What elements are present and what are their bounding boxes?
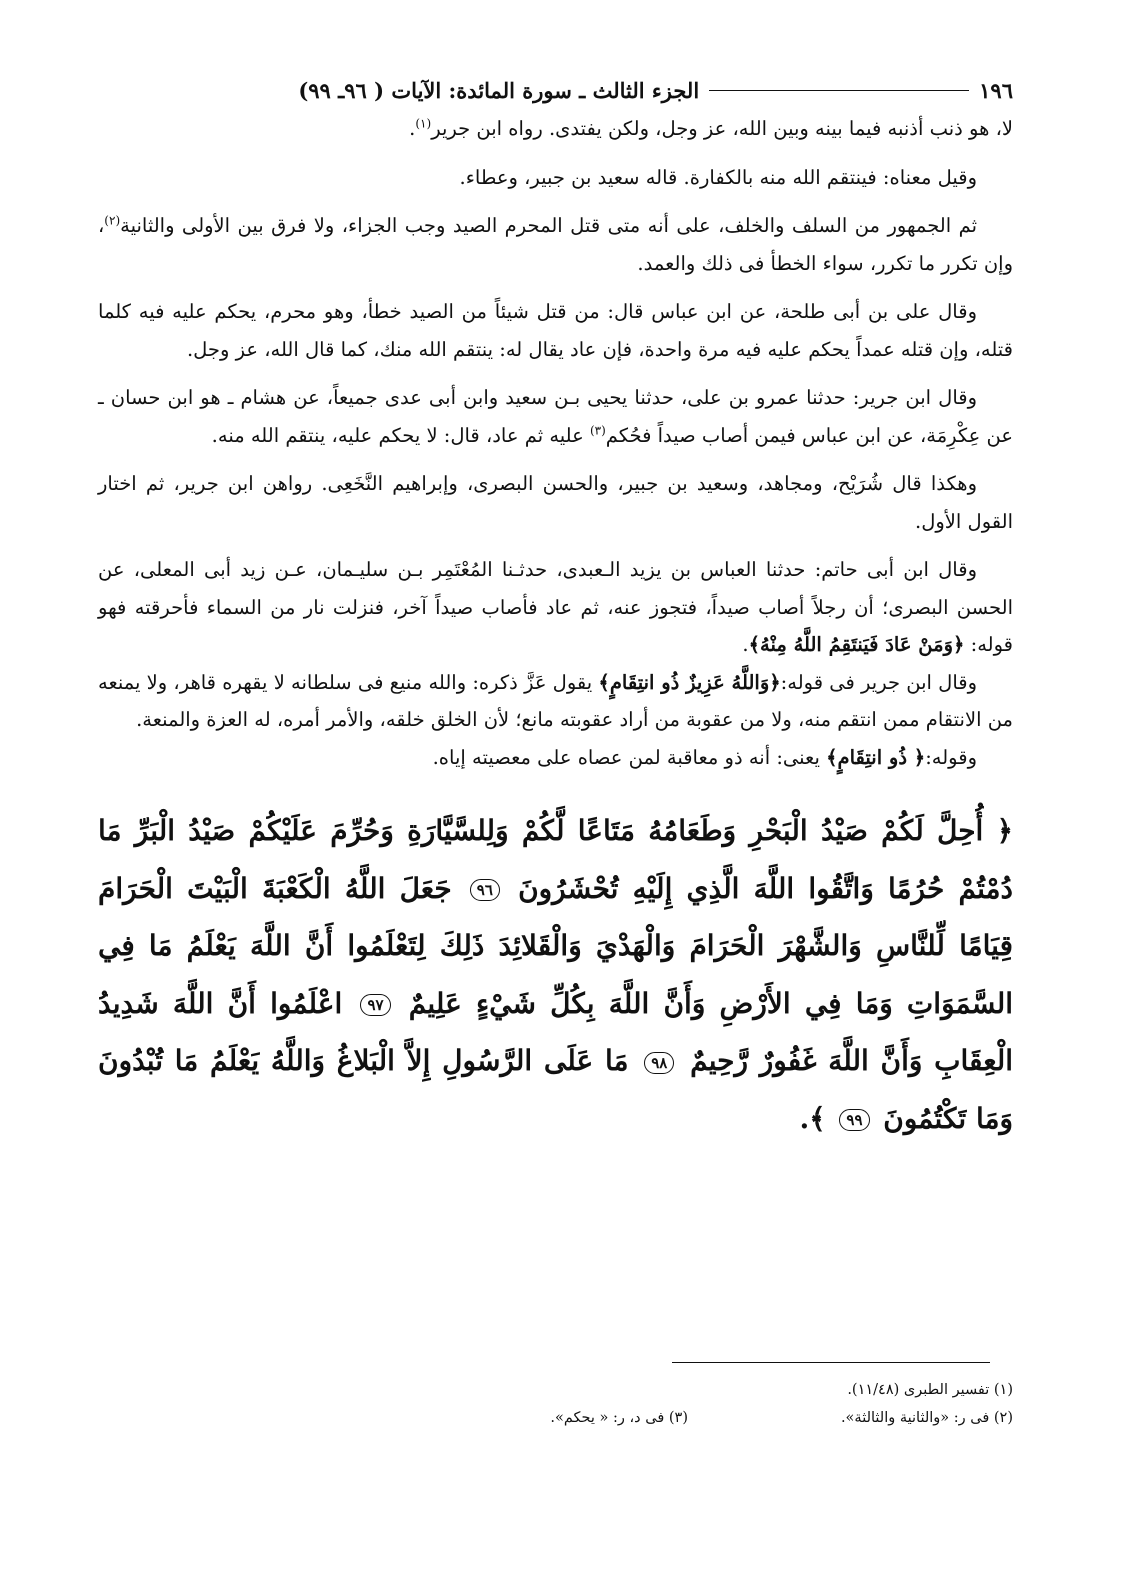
quran-quote: ﴿ ذُو انتِقَامٍ﴾ (826, 745, 926, 769)
page-number: ١٩٦ (979, 77, 1013, 103)
quran-verse-block: ﴿ أُحِلَّ لَكُمْ صَيْدُ الْبَحْرِ وَطَعَامُهُ مَتَاعًا لَّكُمْ وَلِلسَّيَّارَةِ وَحُرِّمَ عَلَيْكُمْ صَيْدُ الْبَرِّ مَا دُمْتُمْ حُرُمًا وَاتَّقُوا اللَّهَ الَّذِي إِلَيْهِ تُحْشَرُونَ ٩٦ جَعَلَ اللَّهُ الْكَعْبَةَ الْبَيْتَ الْحَرَامَ قِيَامًا لِّلنَّاسِ وَالشَّهْرَ الْحَرَامَ وَالْهَدْيَ وَالْقَلائِدَ ذَلِكَ لِتَعْلَمُوا أَنَّ اللَّهَ يَعْلَمُ مَا فِي السَّمَوَاتِ وَمَا فِي الأَرْضِ وَأَنَّ اللَّهَ بِكُلِّ شَيْءٍ عَلِيمٌ ٩٧ اعْلَمُوا أَنَّ اللَّهَ شَدِيدُ الْعِقَابِ وَأَنَّ اللَّهَ غَفُورٌ رَّحِيمٌ ٩٨ مَا عَلَى الرَّسُولِ إِلاَّ الْبَلاغُ وَاللَّهُ يَعْلَمُ مَا تُبْدُونَ وَمَا تَكْتُمُونَ ٩٩ ﴾. (98, 814, 1014, 1135)
paragraph-9: وقوله:﴿ ذُو انتِقَامٍ﴾ يعنى: أنه ذو معاقبة لمن عصاه على معصيته إياه. (432, 745, 977, 769)
paragraph-8: وقال ابن جرير فى قوله:﴿وَاللَّهُ عَزِيزٌ ذُو انتِقَامٍ﴾ يقول عَزَّ ذكره: والله منيع فى سلطانه لا يقهره قاهر، ولا يمنعه من الانتقام ممن انتقم منه، ولا من عقوبة من أراد عقوبته مانع؛ لأن الخلق خلقه، والأمر أمره، له العزة والمنعة. (98, 670, 1013, 731)
paragraph-3: ثم الجمهور من السلف والخلف، على أنه متى قتل المحرم الصيد وجب الجزاء، ولا فرق بين الأولى والثانية$^{(٢)}$، وإن تكرر ما تكرر، سواء الخطأ فى ذلك والعمد. (98, 213, 1013, 275)
quran-quote: ﴿وَاللَّهُ عَزِيزٌ ذُو انتِقَامٍ﴾ (598, 670, 781, 694)
footnote-ref-2: (٢) (104, 213, 121, 228)
footnote-ref-1: (١) (415, 116, 432, 131)
paragraph-2: وقيل معناه: فينتقم الله منه بالكفارة. قاله سعيد بن جبير، وعطاء. (459, 165, 977, 189)
paragraph-7: وقال ابن أبى حاتم: حدثنا العباس بن يزيد الـعبدى، حدثـنا المُعْتَمِر بـن سليـمان، عـن زيد أبى المعلى، عن الحسن البصرى؛ أن رجلاً أصاب صيداً، فتجوز عنه، ثم عاد فأصاب صيداً آخر، فنزلت نار من السماء فأحرقته فهو قوله: ﴿وَمَنْ عَادَ فَيَنتَقِمُ اللَّهُ مِنْهُ﴾. (98, 558, 1013, 656)
page (98, 70, 1013, 1175)
footnote-3: (٣) فى د، ر: « يحكم». (550, 1410, 688, 1426)
ayah-number-marker: ٩٩ (839, 1109, 869, 1131)
footnote-ref-3: (٣) (589, 423, 606, 437)
footnotes (98, 1376, 1013, 1432)
header-rule (709, 90, 969, 91)
ayah-number-marker: ٩٧ (360, 994, 390, 1016)
running-head (98, 70, 1013, 110)
paragraph-5: وقال ابن جرير: حدثنا عمرو بن على، حدثنا يحيى بـن سعيد وابن أبى عدى جميعاً، عن هشام ـ هو ابن حسان ـ عن عِكْرِمَة، عن ابن عباس فيمن أصاب صيداً فحُكم$^{(٣)}$ عليه ثم عاد، قال: لا يحكم عليه، ينتقم الله منه. (98, 386, 1013, 447)
paragraph-1: لا، هو ذنب أذنبه فيما بينه وبين الله، عز وجل، ولكن يفتدى. رواه ابن جرير$^{(١)}$. (409, 116, 1013, 140)
footnote-2: (٢) فى ر: «والثانية والثالثة». (840, 1410, 1013, 1426)
paragraph-4: وقال على بن أبى طلحة، عن ابن عباس قال: من قتل شيئاً من الصيد خطأ، وهو محرم، يحكم عليه فيه كلما قتله، وإن قتله عمداً يحكم عليه فيه مرة واحدة، فإن عاد يقال له: ينتقم الله منك، كما قال الله، عز وجل. (98, 300, 1013, 361)
footnote-separator (672, 1362, 990, 1363)
paragraph-6: وهكذا قال شُرَيْح، ومجاهد، وسعيد بن جبير، والحسن البصرى، وإبراهيم النَّخَعِى. رواهن ابن جرير، ثم اختار القول الأول. (98, 472, 1013, 533)
quran-quote: ﴿وَمَنْ عَادَ فَيَنتَقِمُ اللَّهُ مِنْهُ﴾ (748, 633, 965, 656)
footnote-1: (١) تفسير الطبرى (١١/٤٨). (847, 1382, 1013, 1398)
ayah-number-marker: ٩٨ (644, 1052, 674, 1074)
running-title: الجزء الثالث ـ سورة المائدة: الآيات ( ٩٦ـ ٩٩) (298, 77, 700, 103)
ayah-number-marker: ٩٦ (470, 879, 500, 901)
